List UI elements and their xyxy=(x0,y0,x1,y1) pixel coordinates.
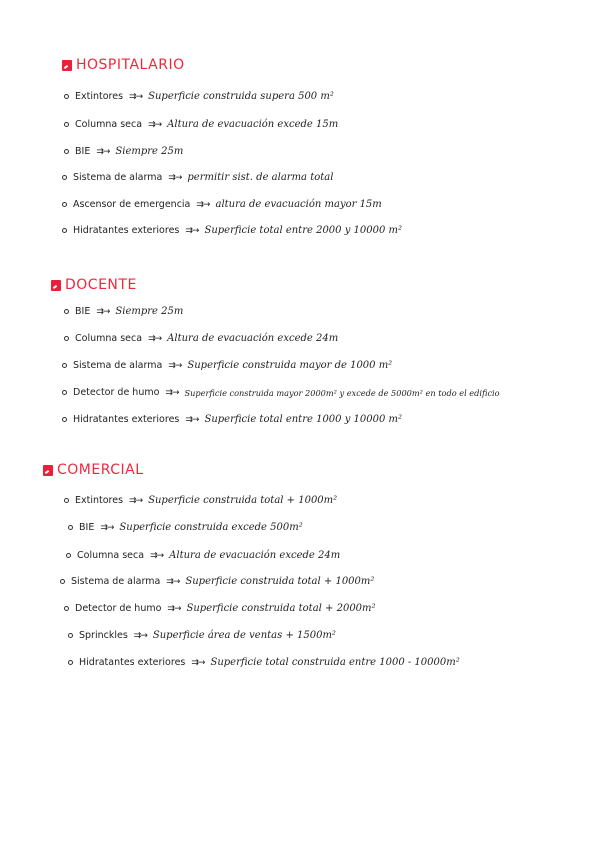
bullet-icon xyxy=(64,149,69,154)
arrow-icon: ⇉→ xyxy=(167,603,181,614)
bullet-icon xyxy=(64,498,69,503)
item-label: BIE xyxy=(79,522,95,533)
item-description: Superficie total entre 1000 y 10000 m² xyxy=(204,414,403,425)
bullet-icon xyxy=(64,122,69,127)
item-description: Siempre 25m xyxy=(115,306,184,317)
item-description: Superficie total construida entre 1000 - 10000m² xyxy=(210,657,460,668)
item-label: Hidratantes exteriores xyxy=(73,225,180,236)
list-item xyxy=(66,550,340,561)
arrow-icon: ⇉→ xyxy=(100,522,114,533)
item-description: Superficie construida mayor de 1000 m² xyxy=(187,360,393,371)
arrow-icon: ⇉→ xyxy=(191,657,205,668)
checkbox-marker-icon xyxy=(62,60,72,71)
item-description: Superficie construida total + 1000m² xyxy=(148,495,338,506)
item-label: Sistema de alarma xyxy=(73,360,163,371)
list-item xyxy=(64,603,376,614)
bullet-icon xyxy=(62,202,67,207)
arrow-icon: ⇉→ xyxy=(168,172,182,183)
arrow-icon: ⇉→ xyxy=(196,199,210,210)
bullet-icon xyxy=(64,606,69,611)
bullet-icon xyxy=(64,336,69,341)
list-item xyxy=(68,630,336,641)
item-description: Altura de evacuación excede 24m xyxy=(169,550,341,561)
arrow-icon: ⇉→ xyxy=(165,387,179,398)
list-item xyxy=(64,306,183,317)
item-label: Columna seca xyxy=(75,119,143,130)
list-item xyxy=(68,657,460,668)
item-label: Hidratantes exteriores xyxy=(79,657,186,668)
item-description: Superficie construida supera 500 m² xyxy=(148,91,334,102)
section-heading: HOSPITALARIO xyxy=(76,57,185,73)
arrow-icon: ⇉→ xyxy=(148,333,162,344)
list-item xyxy=(64,119,338,130)
section-title-comercial xyxy=(43,462,144,478)
list-item xyxy=(62,225,402,236)
arrow-icon: ⇉→ xyxy=(150,550,164,561)
bullet-icon xyxy=(62,175,67,180)
bullet-icon xyxy=(68,660,73,665)
item-description: altura de evacuación mayor 15m xyxy=(215,199,382,210)
bullet-icon xyxy=(62,417,67,422)
list-item xyxy=(64,495,337,506)
list-item xyxy=(68,522,303,533)
list-item xyxy=(62,360,392,371)
arrow-icon: ⇉→ xyxy=(96,306,110,317)
arrow-icon: ⇉→ xyxy=(148,119,162,130)
item-label: Sistema de alarma xyxy=(71,576,161,587)
arrow-icon: ⇉→ xyxy=(129,495,143,506)
item-description: Superficie construida mayor 2000m² y excede de 5000m² en todo el edificio xyxy=(184,387,500,398)
item-label: Sprinckles xyxy=(79,630,128,641)
list-item xyxy=(64,333,338,344)
item-description: Superficie total entre 2000 y 10000 m² xyxy=(204,225,403,236)
item-label: BIE xyxy=(75,306,91,317)
item-description: permitir sist. de alarma total xyxy=(187,172,334,183)
section-heading: DOCENTE xyxy=(65,277,137,293)
section-title-hospitalario xyxy=(62,57,185,73)
bullet-icon xyxy=(64,309,69,314)
bullet-icon xyxy=(64,94,69,99)
item-label: Sistema de alarma xyxy=(73,172,163,183)
arrow-icon: ⇉→ xyxy=(129,91,143,102)
item-label: Columna seca xyxy=(77,550,145,561)
item-description: Superficie construida total + 2000m² xyxy=(186,603,376,614)
arrow-icon: ⇉→ xyxy=(168,360,182,371)
list-item xyxy=(62,414,402,425)
bullet-icon xyxy=(68,525,73,530)
bullet-icon xyxy=(62,228,67,233)
item-label: Detector de humo xyxy=(75,603,162,614)
arrow-icon: ⇉→ xyxy=(185,414,199,425)
section-title-docente xyxy=(51,277,137,293)
section-heading: COMERCIAL xyxy=(57,462,144,478)
list-item xyxy=(62,387,500,398)
item-label: Detector de humo xyxy=(73,387,160,398)
bullet-icon xyxy=(62,363,67,368)
bullet-icon xyxy=(66,553,71,558)
arrow-icon: ⇉→ xyxy=(96,146,110,157)
item-label: Hidratantes exteriores xyxy=(73,414,180,425)
item-label: Ascensor de emergencia xyxy=(73,199,191,210)
bullet-icon xyxy=(68,633,73,638)
list-item xyxy=(64,91,334,102)
checkbox-marker-icon xyxy=(51,280,61,291)
item-description: Superficie construida excede 500m² xyxy=(119,522,303,533)
item-label: Columna seca xyxy=(75,333,143,344)
arrow-icon: ⇉→ xyxy=(185,225,199,236)
bullet-icon xyxy=(62,390,67,395)
list-item xyxy=(64,146,183,157)
item-description: Superficie construida total + 1000m² xyxy=(185,576,375,587)
list-item xyxy=(62,172,333,183)
item-description: Superficie área de ventas + 1500m² xyxy=(152,630,336,641)
bullet-icon xyxy=(60,579,65,584)
item-label: Extintores xyxy=(75,91,124,102)
list-item xyxy=(62,199,382,210)
item-description: Siempre 25m xyxy=(115,146,184,157)
item-description: Altura de evacuación excede 24m xyxy=(167,333,339,344)
arrow-icon: ⇉→ xyxy=(166,576,180,587)
checkbox-marker-icon xyxy=(43,465,53,476)
item-label: Extintores xyxy=(75,495,124,506)
item-label: BIE xyxy=(75,146,91,157)
arrow-icon: ⇉→ xyxy=(133,630,147,641)
item-description: Altura de evacuación excede 15m xyxy=(167,119,339,130)
list-item xyxy=(60,576,374,587)
